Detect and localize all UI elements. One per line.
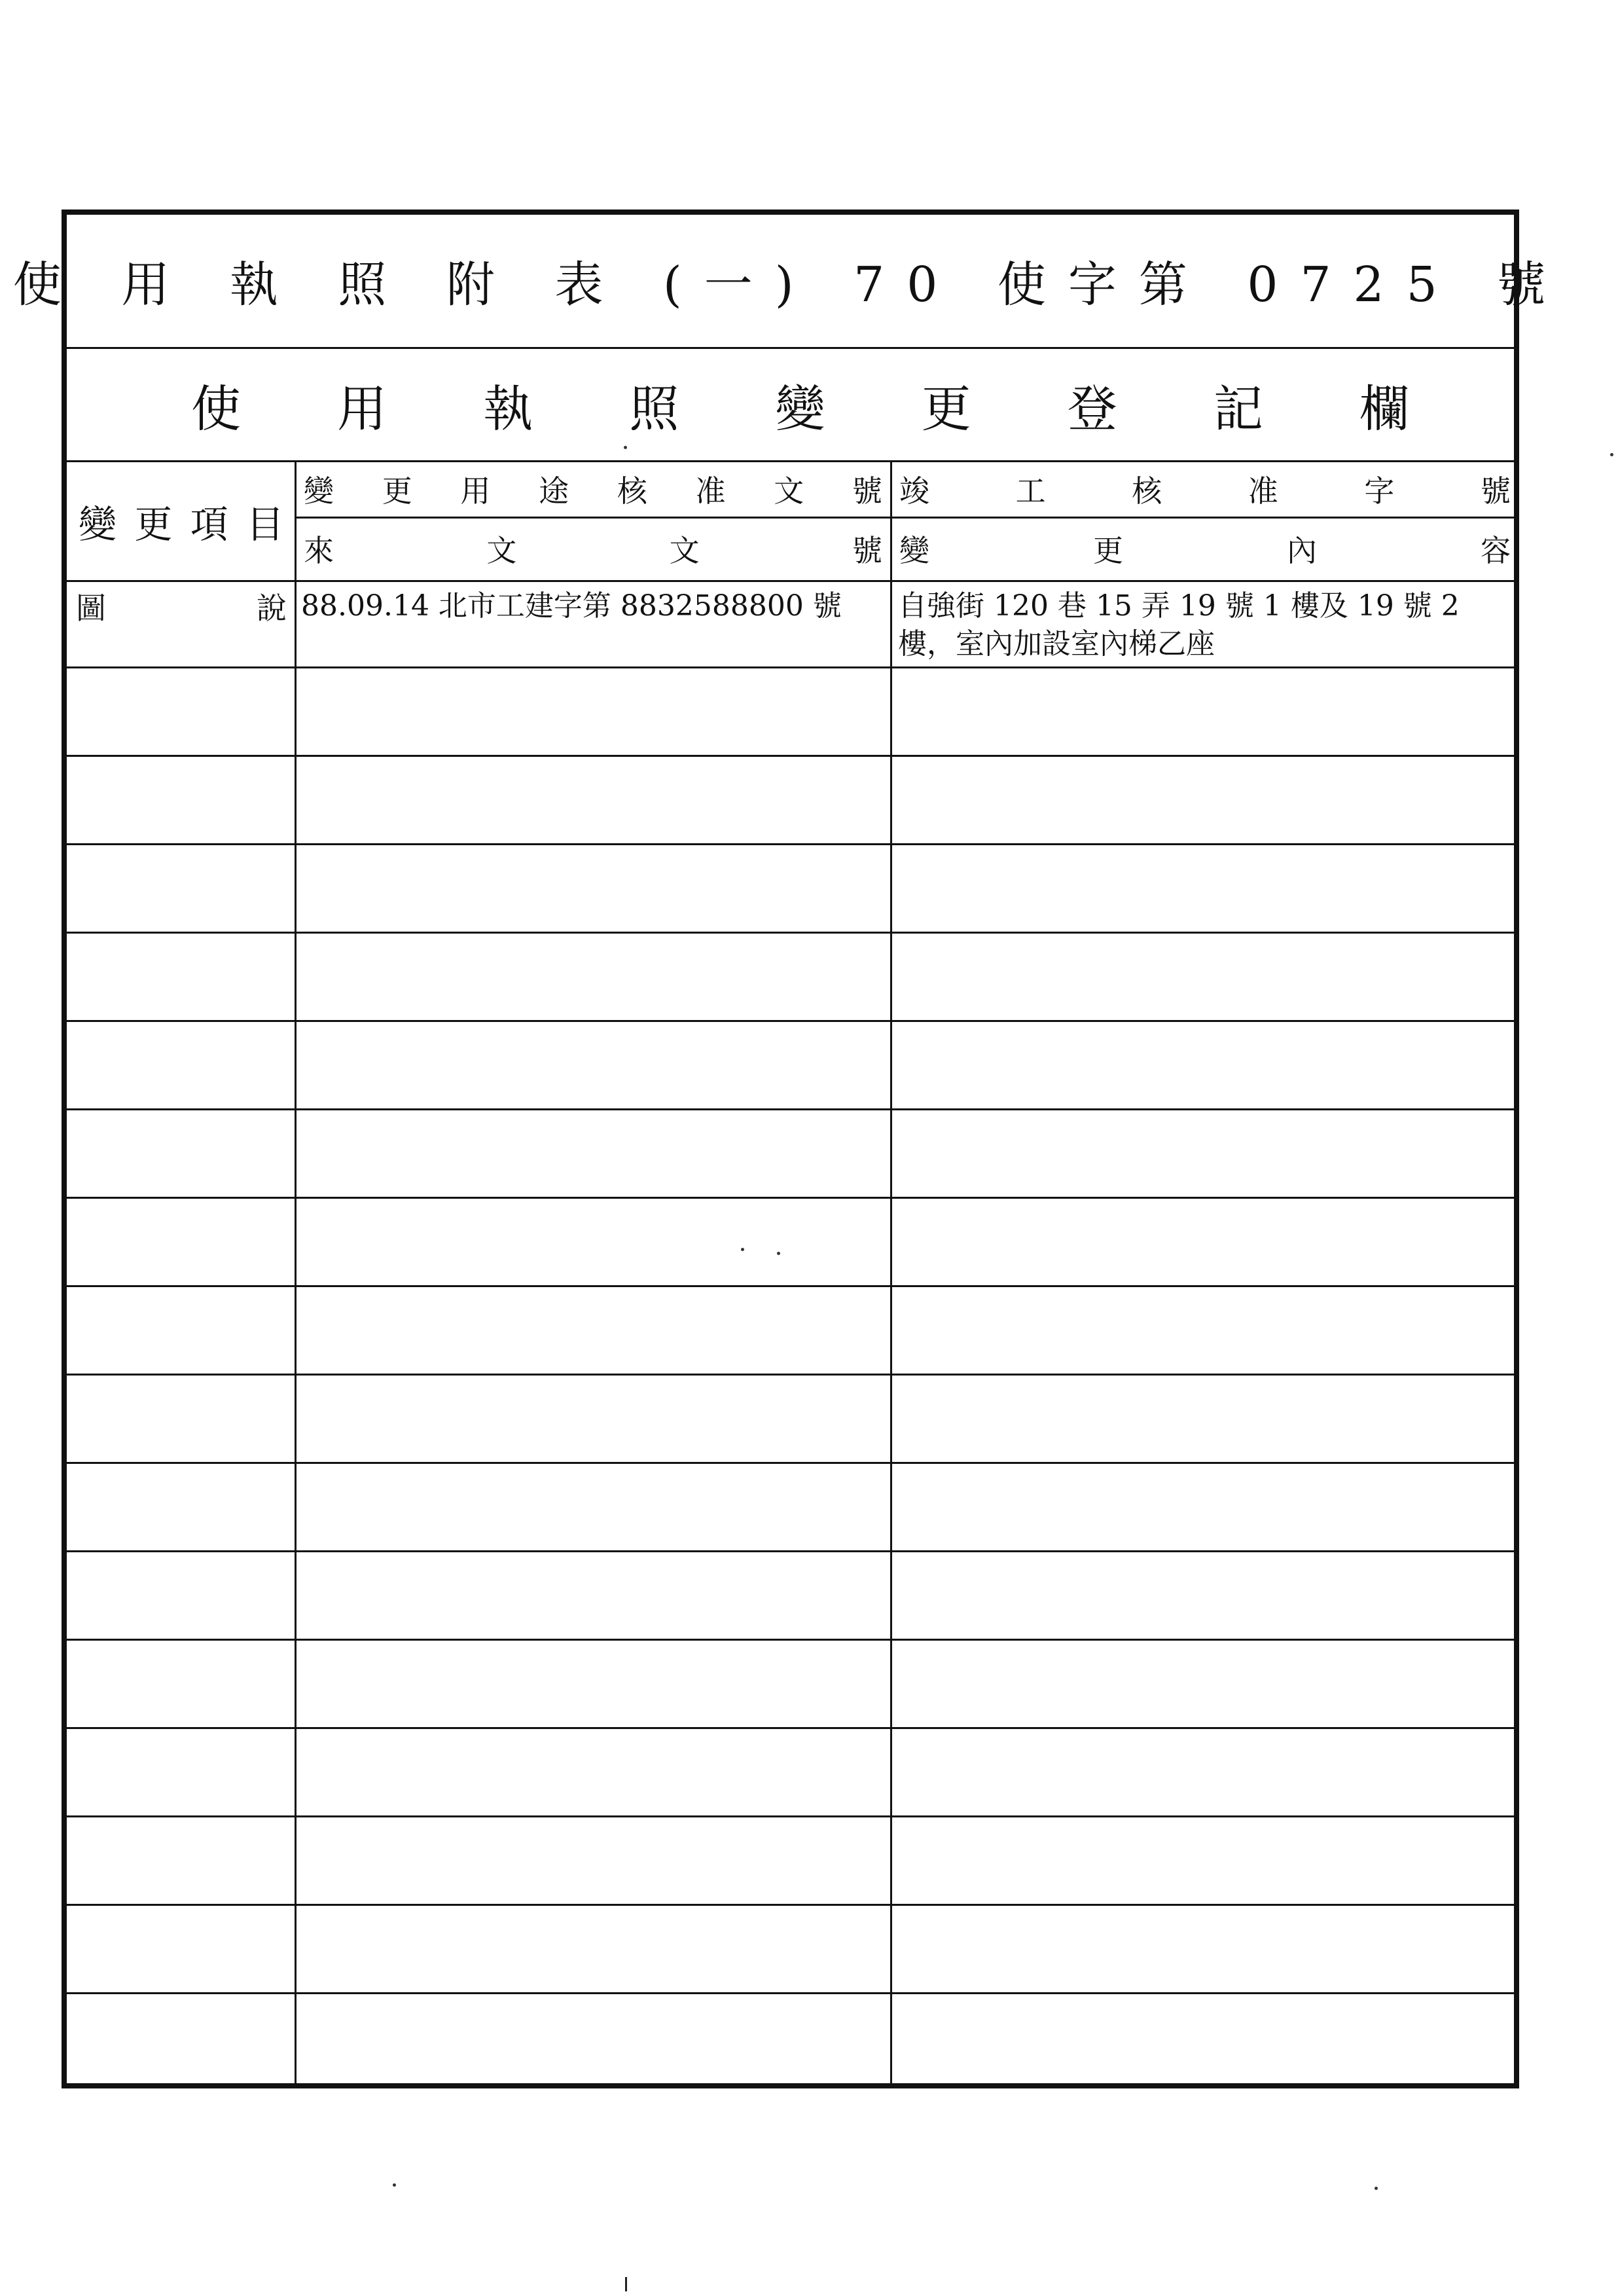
- scan-speck: [1375, 2187, 1378, 2190]
- header-completion-approval-no: 竣 工 核 准 字 號: [899, 473, 1511, 509]
- row-divider: [67, 1992, 1514, 1994]
- scan-speck: [393, 2183, 396, 2187]
- subtitle-char: 記: [1213, 379, 1263, 438]
- column-divider: [890, 460, 892, 2083]
- scan-speck: [624, 446, 627, 449]
- usage-permit-form: [12, 210, 1568, 2088]
- subtitle-char: 欄: [1359, 379, 1409, 438]
- row-divider: [67, 755, 1514, 757]
- scan-speck: [741, 1248, 744, 1251]
- row-change-content-line-2: 樓，室內加設室內梯乙座: [898, 627, 1215, 661]
- subtitle-char: 使: [191, 379, 241, 438]
- row-divider: [67, 1462, 1514, 1464]
- subtitle-char: 執: [483, 379, 533, 438]
- row-divider: [67, 666, 1514, 668]
- column-divider: [295, 460, 297, 2083]
- header-change-content: 變 更 內 容: [899, 533, 1511, 568]
- row-divider: [67, 1108, 1514, 1110]
- row-divider: [67, 1639, 1514, 1641]
- subtitle-char: 變: [775, 379, 825, 438]
- subtitle-char: 更: [921, 379, 971, 438]
- row-divider: [67, 1550, 1514, 1552]
- header-incoming-doc-no: 來 文 文 號: [304, 533, 882, 568]
- form-title: 使 用 執 照 附 表 (一) 70 使字第 0725 號: [12, 257, 1568, 313]
- header-midline: [295, 517, 1514, 519]
- scan-speck: [1610, 453, 1613, 456]
- scan-mark: [625, 2277, 627, 2291]
- row-document-no: 88.09.14 北市工建字第 8832588800 號: [301, 589, 842, 623]
- subtitle-char: 登: [1067, 379, 1117, 438]
- subtitle-char: 用: [337, 379, 387, 438]
- row-divider: [67, 1904, 1514, 1906]
- subtitle-char: 照: [629, 379, 679, 438]
- row-change-item: 圖 說: [76, 591, 287, 626]
- row-divider: [67, 843, 1514, 845]
- row-change-content-line-1: 自強街 120 巷 15 弄 19 號 1 樓及 19 號 2: [898, 589, 1460, 623]
- header-change-item: 變 更 項 目: [79, 502, 284, 547]
- row-divider: [67, 1020, 1514, 1022]
- row-divider: [67, 932, 1514, 934]
- header-approval-doc-no: 變 更 用 途 核 准 文 號: [304, 473, 882, 509]
- row-divider: [67, 1727, 1514, 1729]
- row-divider: [67, 1374, 1514, 1376]
- scan-speck: [777, 1252, 780, 1255]
- form-subtitle: [67, 349, 1514, 460]
- row-divider: [67, 1285, 1514, 1287]
- divider: [67, 580, 1514, 582]
- row-divider: [67, 1815, 1514, 1817]
- row-divider: [67, 1197, 1514, 1199]
- form-title-row: [12, 215, 1568, 347]
